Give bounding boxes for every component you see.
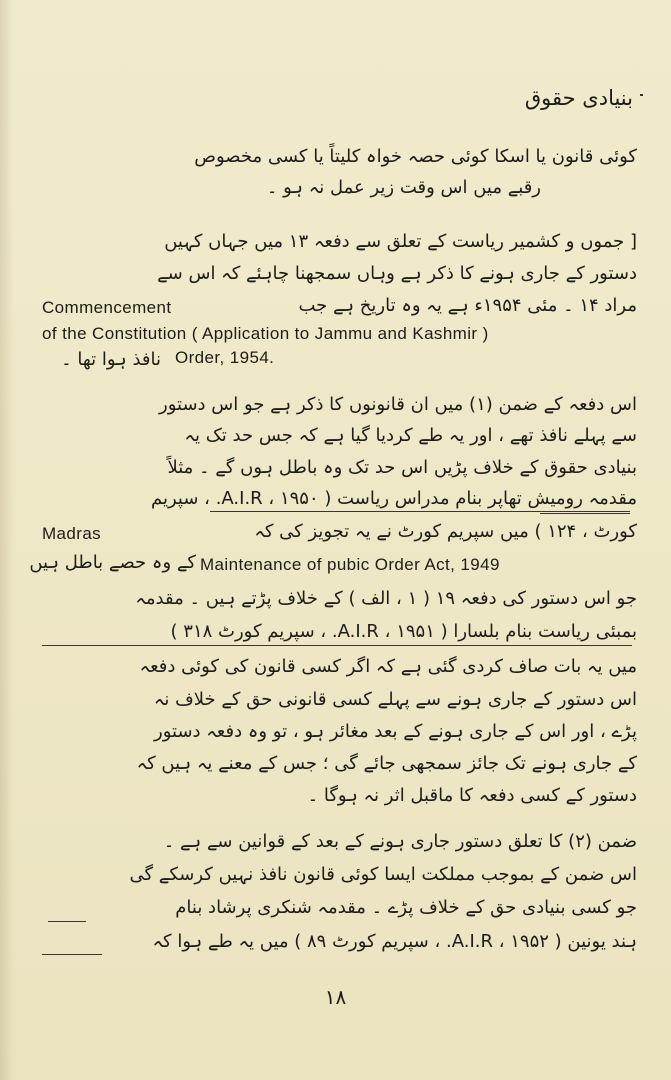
header-mark: [640, 94, 643, 96]
text-line: کوئی قانون یا اسکا کوئی حصہ خواہ کلیتاً یا کسی مخصوص: [194, 146, 637, 167]
text-line: ضمن (۲) کا تعلق دستور جاری ہونے کے بعد کے قوانین سے ہے ۔: [163, 831, 637, 852]
text-line: اس دفعہ کے ضمن (۱) میں ان قانونوں کا ذکر ہے جو اس دستور: [159, 394, 637, 415]
text-line: دستور کے جاری ہونے کا ذکر ہے وہاں سمجھنا چاہئے کہ اس سے: [157, 263, 637, 284]
text-line: مقدمہ رومیش تھاپر بنام مدراس ریاست ( ۱۹۵۰ ، A.I.R. ، سپریم: [151, 488, 637, 509]
english-term: Commencement: [42, 298, 172, 317]
english-term: Order, 1954.: [175, 348, 275, 367]
text-underline: [540, 513, 630, 514]
text-line: ہند یونین ( ۱۹۵۲ ، A.I.R. ، سپریم کورٹ ۸۹ ) میں یہ طے ہوا کہ: [152, 931, 637, 952]
text-line: جو اس دستور کی دفعہ ۱۹ ( ۱ ، الف ) کے خلاف پڑتے ہیں ۔ مقدمہ: [135, 588, 637, 609]
text-line: کورٹ ، ۱۲۴ ) میں سپریم کورٹ نے یہ تجویز کی کہ: [254, 521, 637, 542]
text-line: [ جموں و کشمیر ریاست کے تعلق سے دفعہ ۱۳ میں جہاں کہیں: [164, 231, 637, 252]
text-line: سے پہلے نافذ تھے ، اور یہ طے کردیا گیا ہے کہ جس حد تک یہ: [184, 425, 637, 446]
text-line: بمبئی ریاست بنام بلسارا ( ۱۹۵۱ ، A.I.R. ، سپریم کورٹ ۳۱۸ ): [170, 621, 637, 642]
english-term: Madras: [42, 524, 102, 543]
page-edge-shadow: [0, 0, 14, 1080]
text-line: کے جاری ہونے تک جائز سمجھی جائے گی ؛ جس کے معنے یہ ہیں کہ: [136, 753, 637, 774]
text-underline: [42, 954, 102, 955]
text-line: بنیادی حقوق کے خلاف پڑیں اس حد تک وہ باطل ہوں گے ۔ مثلاً: [167, 457, 637, 478]
english-term: Maintenance of pubic Order Act, 1949: [200, 555, 500, 574]
text-underline: [48, 921, 86, 922]
running-header: بنیادی حقوق: [524, 86, 633, 110]
text-line: اس دستور کے جاری ہونے سے پہلے کسی قانونی حق کے خلاف نہ: [153, 689, 637, 710]
text-line: رقبے میں اس وقت زیر عمل نہ ہو ۔: [266, 177, 541, 198]
text-underline: [42, 645, 632, 646]
page-number: ۱۸: [324, 985, 347, 1009]
text-line: دستور کے کسی دفعہ کا ماقبل اثر نہ ہوگا ۔: [307, 785, 637, 806]
english-term: of the Constitution ( Application to Jammu and Kashmir ): [42, 324, 489, 343]
text-line: پڑے ، اور اس کے جاری ہونے کے بعد مغائر ہو ، تو وہ دفعہ دستور: [154, 721, 637, 742]
text-line: جو کسی بنیادی حق کے خلاف پڑے ۔ مقدمہ شنکری پرشاد بنام: [175, 897, 637, 918]
text-line: اس ضمن کے بموجب مملکت ایسا کوئی قانون نافذ نہیں کرسکے گی: [129, 864, 637, 885]
text-line: میں یہ بات صاف کردی گئی ہے کہ اگر کسی قانون کی کوئی دفعہ: [139, 656, 637, 677]
text-line: نافذ ہوا تھا ۔: [61, 349, 161, 370]
text-line: کے وہ حصے باطل ہیں: [29, 552, 196, 573]
text-underline: [210, 511, 630, 512]
text-line: مراد ۱۴ ۔ مئی ۱۹۵۴ء ہے یہ وہ تاریخ ہے جب: [298, 295, 637, 316]
